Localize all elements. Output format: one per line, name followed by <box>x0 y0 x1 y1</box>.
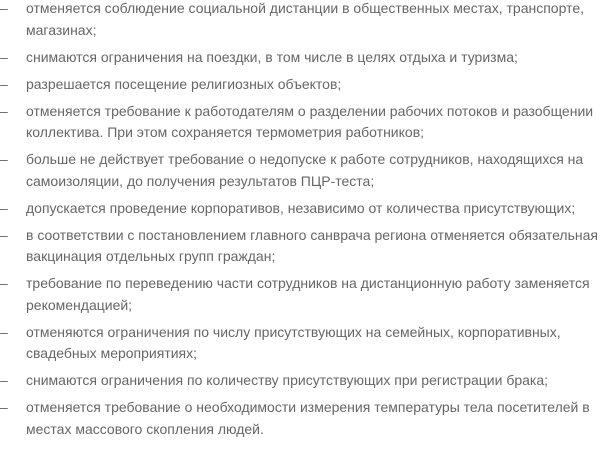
dash-bullet: – <box>0 226 8 243</box>
list-item-text: отменяется требование к работодателям о разделении рабочих потоков и разобщении коллектива. При этом сохраняется термометрия работников; <box>26 102 594 140</box>
dash-bullet: – <box>0 199 8 216</box>
dash-bullet: – <box>0 75 8 92</box>
list-item <box>0 322 616 365</box>
list-item <box>0 149 616 192</box>
list-item-text: допускается проведение корпоративов, независимо от количества присутствующих; <box>26 199 576 216</box>
dash-bullet: – <box>0 151 8 167</box>
list-item <box>0 198 616 220</box>
list-item-text: снимаются ограничения по количеству присутствующих при регистрации брака; <box>26 372 549 388</box>
list-item <box>0 370 616 392</box>
list-item-text: требование по переведению части сотрудников на дистанционную работу заменяется рекомендацией; <box>26 275 590 313</box>
dash-bullet: – <box>0 48 8 65</box>
list-item <box>0 74 616 96</box>
dash-bullet: – <box>0 323 8 340</box>
list-item-text: в соответствии с постановлением главного санврача региона отменяется обязательная вакцинация отдельных групп граждан; <box>26 226 598 264</box>
dash-bullet: – <box>0 372 8 388</box>
list-item <box>0 397 616 440</box>
list-item-text: больше не действует требование о недопуске к работе сотрудников, находящихся на самоизоляции, до получения результатов ПЦР-теста; <box>26 151 584 189</box>
dash-bullet: – <box>0 0 8 16</box>
list-item <box>0 273 616 316</box>
list-item <box>0 101 616 144</box>
list-item-text: отменяется требование о необходимости измерения температуры тела посетителей в местах массового скопления людей. <box>26 399 590 437</box>
list-item-text: снимаются ограничения на поездки, в том числе в целях отдыха и туризма; <box>26 48 518 65</box>
dash-bullet: – <box>0 399 8 415</box>
list-item <box>0 47 616 69</box>
list-item <box>0 225 616 268</box>
list-item-text: отменяются ограничения по числу присутствующих на семейных, корпоративных, свадебных мероприятиях; <box>26 323 561 361</box>
dash-bullet: – <box>0 275 8 291</box>
list-item-text: разрешается посещение религиозных объектов; <box>26 75 342 92</box>
list-item-text: отменяется соблюдение социальной дистанции в общественных местах, транспорте, магазинах; <box>26 0 585 38</box>
list-item <box>0 0 616 41</box>
dash-bullet: – <box>0 102 8 119</box>
